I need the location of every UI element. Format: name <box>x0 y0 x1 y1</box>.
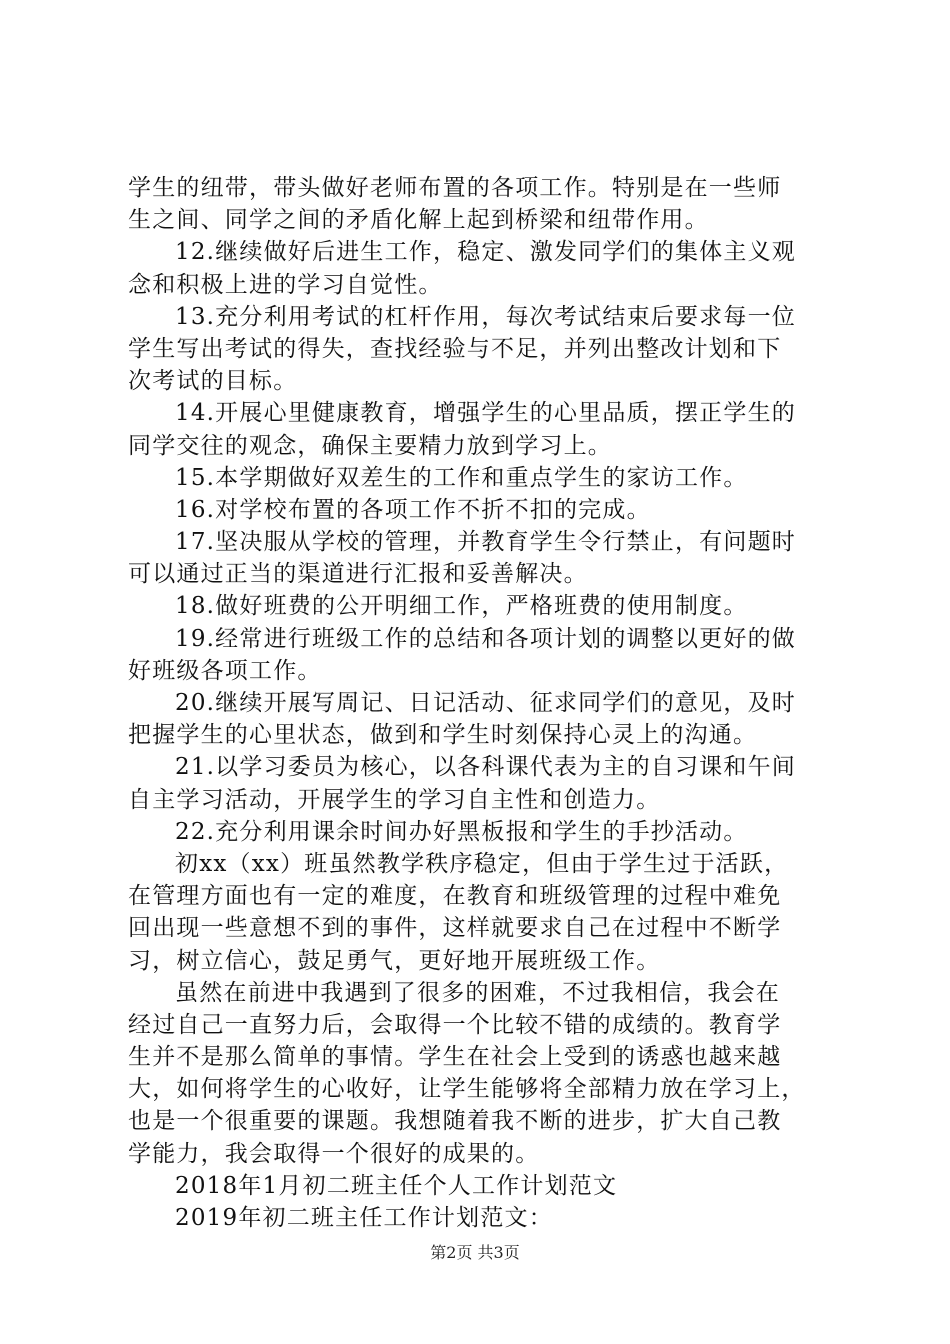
text-line: 在管理方面也有一定的难度，在教育和班级管理的过程中难免 <box>128 883 782 910</box>
text-line: 19.经常进行班级工作的总结和各项计划的调整以更好的做 <box>175 625 796 652</box>
text-line: 学生的纽带，带头做好老师布置的各项工作。特别是在一些师 <box>128 175 782 201</box>
text-line: 习，树立信心，鼓足勇气，更好地开展班级工作。 <box>128 947 661 974</box>
text-line: 可以通过正当的渠道进行汇报和妥善解决。 <box>128 561 588 588</box>
text-line: 经过自己一直努力后，会取得一个比较不错的成绩的。教育学 <box>128 1011 782 1038</box>
text-line: 念和积极上进的学习自觉性。 <box>128 271 443 298</box>
text-line: 2018年1月初二班主任个人工作计划范文 <box>175 1172 618 1199</box>
text-line: 同学交往的观念，确保主要精力放到学习上。 <box>128 432 612 459</box>
text-line: 20.继续开展写周记、日记活动、征求同学们的意见，及时 <box>175 690 796 716</box>
page-number-footer: 第2页 共3页 <box>430 1243 520 1262</box>
text-line: 次考试的目标。 <box>128 368 298 395</box>
text-line: 2019年初二班主任工作计划范文： <box>175 1205 553 1231</box>
text-line: 把握学生的心里状态，做到和学生时刻保持心灵上的沟通。 <box>128 722 758 749</box>
text-line: 虽然在前进中我遇到了很多的困难，不过我相信，我会在 <box>175 979 780 1006</box>
document-body <box>128 172 848 1234</box>
text-line: 22.充分利用课余时间办好黑板报和学生的手抄活动。 <box>175 818 748 845</box>
text-line: 好班级各项工作。 <box>128 657 322 684</box>
text-line: 14.开展心里健康教育，增强学生的心里品质，摆正学生的 <box>175 400 796 427</box>
text-line: 回出现一些意想不到的事件，这样就要求自己在过程中不断学 <box>128 915 782 942</box>
text-line: 自主学习活动，开展学生的学习自主性和创造力。 <box>128 786 661 813</box>
text-line: 学生写出考试的得失，查找经验与不足，并列出整改计划和下 <box>128 335 782 362</box>
text-line: 大，如何将学生的心收好，让学生能够将全部精力放在学习上， <box>128 1076 806 1103</box>
text-line: 学能力，我会取得一个很好的成果的。 <box>128 1140 540 1167</box>
text-line: 13.充分利用考试的杠杆作用，每次考试结束后要求每一位 <box>175 303 796 330</box>
text-line: 16.对学校布置的各项工作不折不扣的完成。 <box>175 496 651 523</box>
text-line: 12.继续做好后进生工作，稳定、激发同学们的集体主义观 <box>175 239 796 266</box>
text-line: 初xx（xx）班虽然教学秩序稳定，但由于学生过于活跃， <box>175 850 789 877</box>
text-line: 15.本学期做好双差生的工作和重点学生的家访工作。 <box>175 464 748 491</box>
text-line: 21.以学习委员为核心，以各科课代表为主的自习课和午间 <box>175 754 796 781</box>
text-line: 17.坚决服从学校的管理，并教育学生令行禁止，有问题时 <box>175 529 796 556</box>
text-line: 18.做好班费的公开明细工作，严格班费的使用制度。 <box>175 593 748 620</box>
text-line: 生之间、同学之间的矛盾化解上起到桥梁和纽带作用。 <box>128 207 709 234</box>
text-line: 生并不是那么简单的事情。学生在社会上受到的诱惑也越来越 <box>128 1044 782 1071</box>
text-line: 也是一个很重要的课题。我想随着我不断的进步，扩大自己教 <box>128 1108 782 1135</box>
